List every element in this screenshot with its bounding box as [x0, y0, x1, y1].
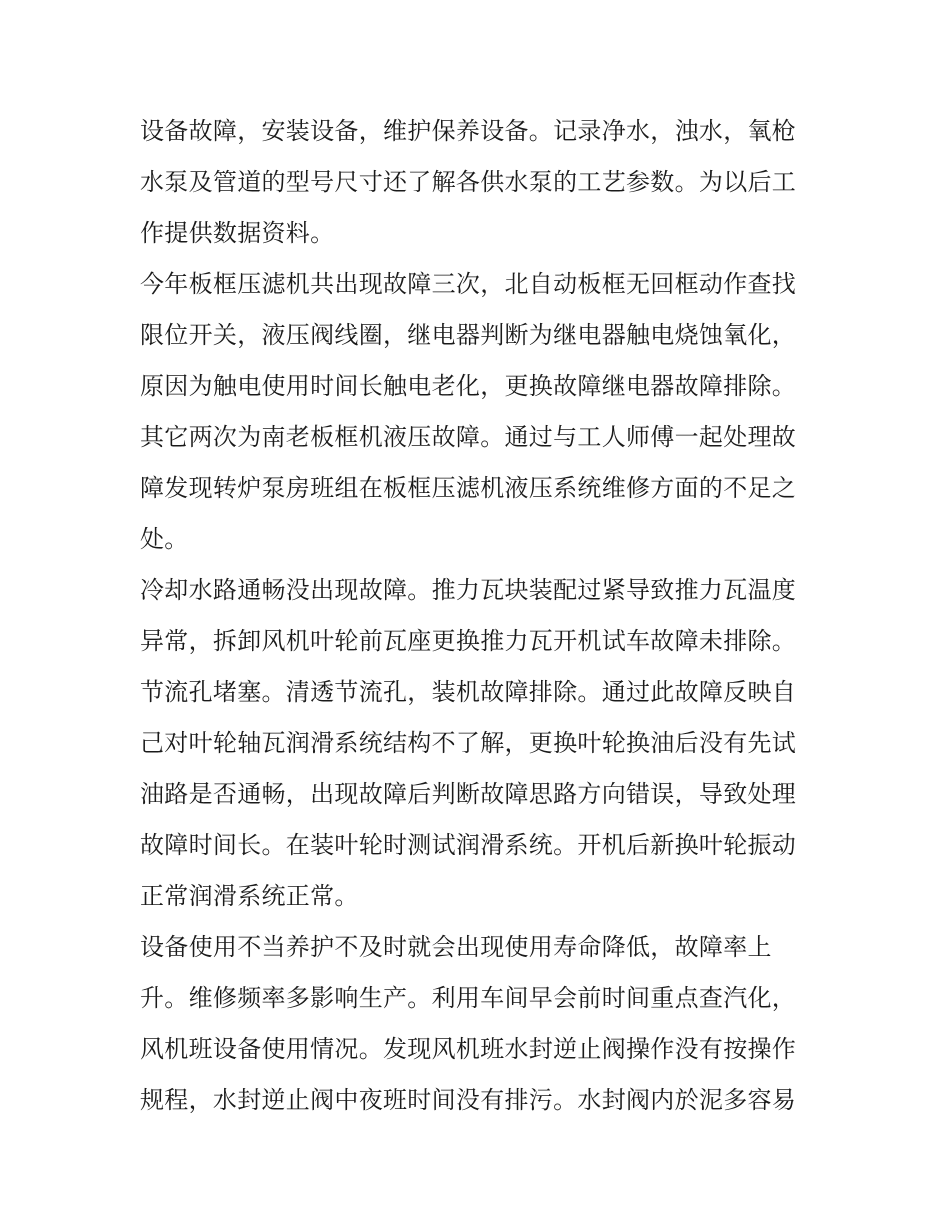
text-line: 处。: [140, 525, 189, 553]
text-line: 正常润滑系统正常。: [140, 882, 359, 910]
document-body: [140, 106, 812, 1126]
text-line: 故障时间长。在装叶轮时测试润滑系统。开机后新换叶轮振动: [140, 831, 797, 859]
text-line: 今年板框压滤机共出现故障三次，北自动板框无回框动作查找: [140, 270, 797, 298]
text-line: 设备使用不当养护不及时就会出现使用寿命降低，故障率上: [140, 933, 772, 961]
text-line: 己对叶轮轴瓦润滑系统结构不了解，更换叶轮换油后没有先试: [140, 729, 797, 757]
text-line: 冷却水路通畅没出现故障。推力瓦块装配过紧导致推力瓦温度: [140, 576, 797, 604]
text-line: 升。维修频率多影响生产。利用车间早会前时间重点查汽化，: [140, 984, 797, 1012]
text-line: 设备故障，安装设备，维护保养设备。记录净水，浊水，氧枪: [140, 117, 797, 145]
text-line: 限位开关，液压阀线圈，继电器判断为继电器触电烧蚀氧化，: [140, 321, 797, 349]
text-line: 其它两次为南老板框机液压故障。通过与工人师傅一起处理故: [140, 423, 797, 451]
text-line: 规程，水封逆止阀中夜班时间没有排污。水封阀内於泥多容易: [140, 1086, 797, 1114]
text-line: 作提供数据资料。: [140, 219, 335, 247]
text-line: 异常，拆卸风机叶轮前瓦座更换推力瓦开机试车故障未排除。: [140, 627, 797, 655]
text-line: 水泵及管道的型号尺寸还了解各供水泵的工艺参数。为以后工: [140, 168, 797, 196]
text-line: 原因为触电使用时间长触电老化，更换故障继电器故障排除。: [140, 372, 797, 400]
text-line: 油路是否通畅，出现故障后判断故障思路方向错误，导致处理: [140, 780, 797, 808]
text-line: 风机班设备使用情况。发现风机班水封逆止阀操作没有按操作: [140, 1035, 797, 1063]
text-line: 节流孔堵塞。清透节流孔，装机故障排除。通过此故障反映自: [140, 678, 797, 706]
text-line: 障发现转炉泵房班组在板框压滤机液压系统维修方面的不足之: [140, 474, 797, 502]
